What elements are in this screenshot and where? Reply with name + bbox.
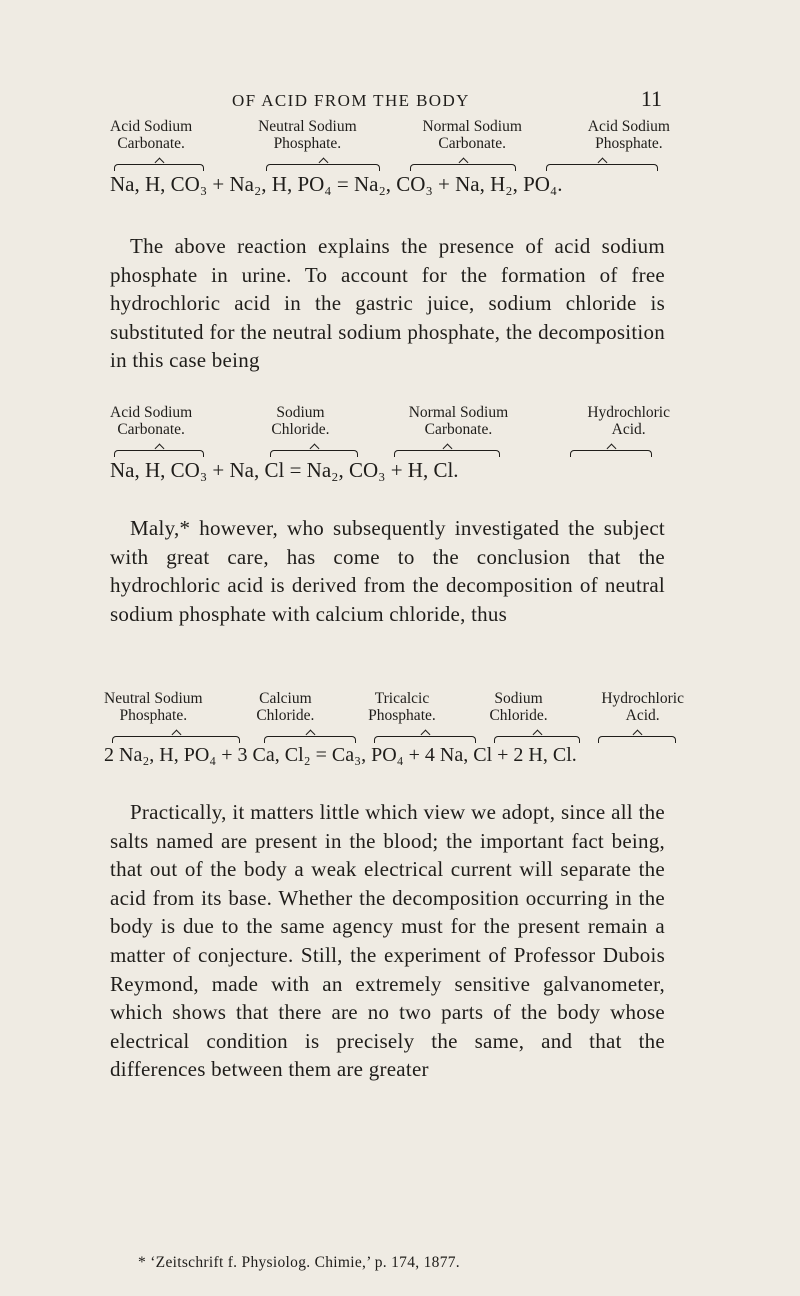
equation-label: Acid Sodium Carbonate. xyxy=(110,404,193,438)
equation-label: Tricalcic Phosphate. xyxy=(368,690,436,724)
equation-1-formula-line xyxy=(110,154,670,202)
brace xyxy=(112,736,240,743)
equation-label: Hydrochloric Acid. xyxy=(601,690,684,724)
equation-3 xyxy=(104,690,684,774)
brace xyxy=(410,164,516,171)
equation-2-labels xyxy=(110,404,670,438)
equation-3-formula: 2 Na₂, H, PO₄ + 3 Ca, Cl₂ = Ca₃, PO₄ + 4 Na, Cl + 2 H, Cl. xyxy=(104,744,577,766)
brace xyxy=(570,450,652,457)
equation-3-formula-line xyxy=(104,726,684,774)
running-head xyxy=(92,86,662,112)
equation-1-formula: Na, H, CO₃ + Na₂, H, PO₄ = Na₂, CO₃ + Na, H₂, PO₄. xyxy=(110,172,563,196)
equation-label: Neutral Sodium Phosphate. xyxy=(104,690,203,724)
brace xyxy=(394,450,500,457)
paragraph-text: Practically, it matters little which view we adopt, since all the salts named are present in the blood; the important fact being, that out of the body a weak electrical current will separate the acid from its base. Whether the decomposition occurring in the body is due to the same agency must for the present remain a matter of conjecture. Still, the experiment of Professor Dubois Reymond, made with an extremely sensitive galvanometer, which shows that there are no two parts of the body whose electrical condition is precisely the same, and that the differences between them are greater xyxy=(110,800,665,1082)
paragraph-2 xyxy=(110,514,665,628)
equation-label: Sodium Chloride. xyxy=(271,404,330,438)
equation-label: Normal Sodium Carbonate. xyxy=(422,118,522,152)
equation-label: Normal Sodium Carbonate. xyxy=(408,404,509,438)
paragraph-3 xyxy=(110,798,665,1084)
equation-2 xyxy=(110,404,670,488)
brace xyxy=(266,164,380,171)
equation-label: Sodium Chloride. xyxy=(489,690,548,724)
equation-label: Neutral Sodium Phosphate. xyxy=(258,118,357,152)
footnote: * ‘Zeitschrift f. Physiolog. Chimie,’ p. 174, 1877. xyxy=(138,1254,460,1271)
running-head-title: OF ACID FROM THE BODY xyxy=(232,91,470,110)
brace xyxy=(270,450,358,457)
equation-3-labels xyxy=(104,690,684,724)
equation-2-formula: Na, H, CO₃ + Na, Cl = Na₂, CO₃ + H, Cl. xyxy=(110,458,459,482)
equation-label: Calcium Chloride. xyxy=(256,690,315,724)
equation-1 xyxy=(110,118,670,202)
equation-1-labels xyxy=(110,118,670,152)
brace xyxy=(114,450,204,457)
brace xyxy=(374,736,476,743)
brace xyxy=(114,164,204,171)
equation-label: Acid Sodium Phosphate. xyxy=(587,118,670,152)
paragraph-text: Maly,* however, who subsequently investigated the subject with great care, has come to the conclusion that the hydrochloric acid is derived from the decomposition of neutral sodium phosphate with calcium chloride, thus xyxy=(110,516,665,626)
equation-label: Hydrochloric Acid. xyxy=(587,404,670,438)
brace xyxy=(264,736,356,743)
brace xyxy=(546,164,658,171)
brace xyxy=(598,736,676,743)
page-number: 11 xyxy=(640,86,662,111)
paragraph-1 xyxy=(110,232,665,375)
equation-2-formula-line xyxy=(110,440,670,488)
paragraph-text: The above reaction explains the presence of acid sodium phosphate in urine. To account for the formation of free hydrochloric acid in the gastric juice, sodium chloride is substituted for the neutral sodium phosphate, the decomposition in this case being xyxy=(110,234,665,373)
brace xyxy=(494,736,580,743)
equation-label: Acid Sodium Carbonate. xyxy=(110,118,193,152)
